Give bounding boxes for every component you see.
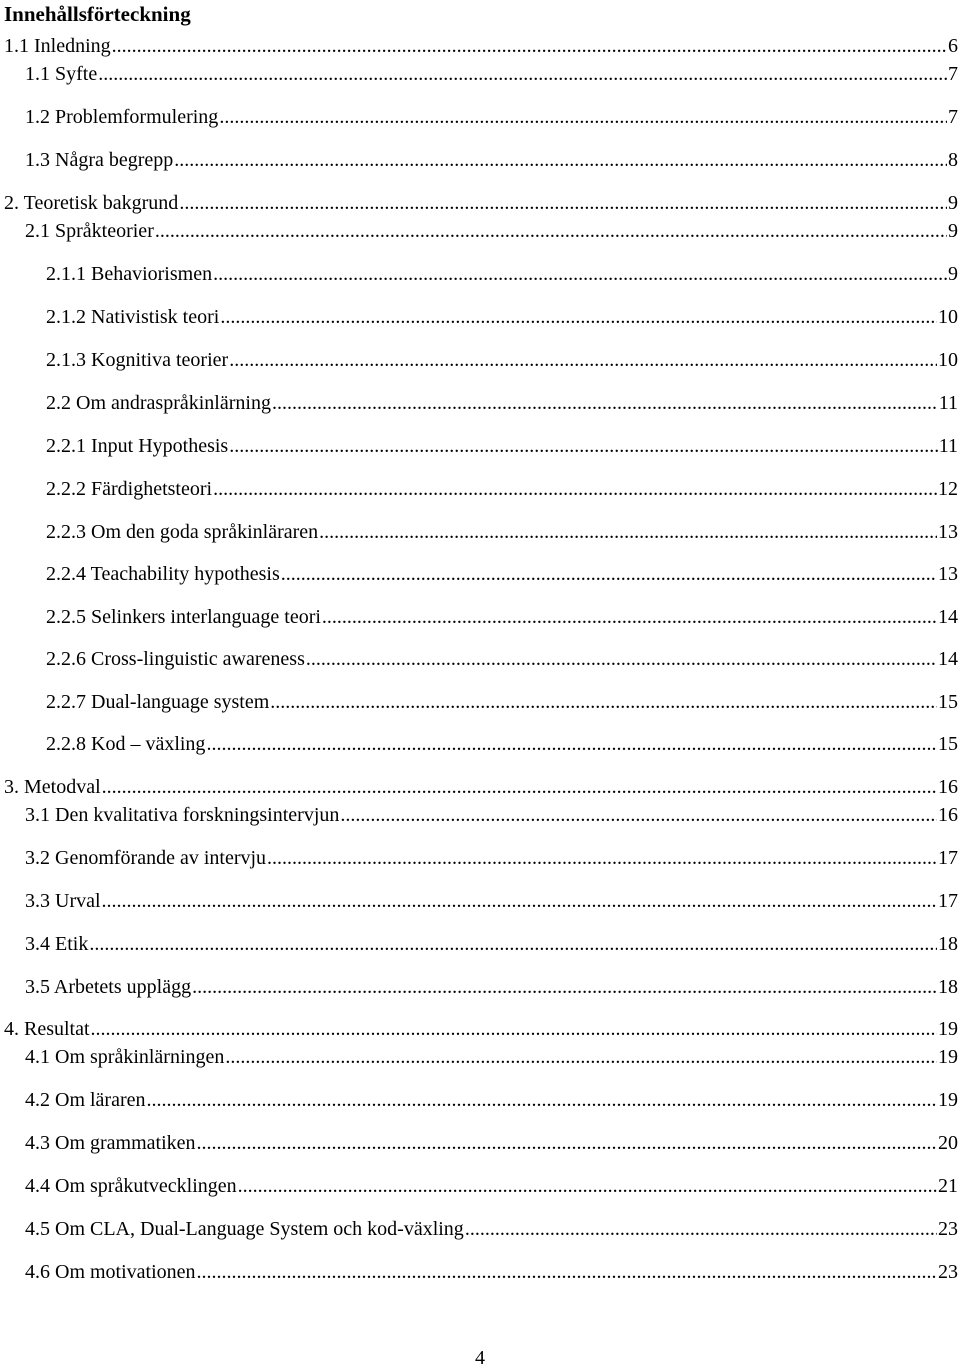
- toc-entry[interactable]: [46, 301, 960, 329]
- toc-entry-label: 4.3 Om grammatiken: [25, 1132, 196, 1154]
- toc-entry-page: 16: [938, 776, 958, 798]
- toc-entry[interactable]: [25, 1127, 960, 1155]
- toc-entry-label: 2.2.7 Dual-language system: [46, 691, 270, 713]
- toc-entry-page: 20: [938, 1132, 958, 1154]
- toc-entry-label: 1.3 Några begrepp: [25, 149, 174, 171]
- toc-entry-label: 4.4 Om språkutvecklingen: [25, 1175, 237, 1197]
- toc-entry[interactable]: [25, 1041, 960, 1069]
- toc-entry[interactable]: [25, 1084, 960, 1112]
- toc-entry-page: 10: [938, 349, 958, 371]
- toc-entry-page: 17: [938, 847, 958, 869]
- toc-dot-leader: [179, 191, 947, 215]
- toc-dot-leader: [192, 975, 937, 999]
- toc-entry-page: 13: [938, 521, 958, 543]
- toc-entry-page: 11: [938, 392, 958, 414]
- toc-entry[interactable]: [25, 971, 960, 999]
- toc-entry[interactable]: [46, 686, 960, 714]
- toc-entry[interactable]: [46, 473, 960, 501]
- toc-entry-page: 9: [948, 192, 958, 214]
- toc-dot-leader: [213, 262, 947, 286]
- toc-dot-leader: [319, 520, 937, 544]
- toc-entry-label: 1.2 Problemformulering: [25, 106, 219, 128]
- toc-entry-label: 4.1 Om språkinlärningen: [25, 1046, 225, 1068]
- toc-dot-leader: [206, 732, 937, 756]
- toc-entry-label: 2.2.1 Input Hypothesis: [46, 435, 229, 457]
- toc-entry-page: 19: [938, 1046, 958, 1068]
- toc-entry-page: 9: [948, 220, 958, 242]
- toc-entry[interactable]: [25, 799, 960, 827]
- toc-entry-label: 2.2.6 Cross-linguistic awareness: [46, 648, 305, 670]
- toc-dot-leader: [306, 647, 937, 671]
- toc-entry-page: 21: [938, 1175, 958, 1197]
- toc-entry-label: 2.1.1 Behaviorismen: [46, 263, 213, 285]
- toc-entry-page: 6: [948, 35, 958, 57]
- toc-entry-page: 8: [948, 149, 958, 171]
- toc-entry[interactable]: [4, 1013, 960, 1041]
- toc-entry[interactable]: [46, 643, 960, 671]
- toc-entry-page: 18: [938, 976, 958, 998]
- toc-entry[interactable]: [25, 58, 960, 86]
- toc-entry-page: 17: [938, 890, 958, 912]
- toc-dot-leader: [102, 775, 937, 799]
- toc-entry-label: 3.4 Etik: [25, 933, 89, 955]
- toc-entry[interactable]: [4, 187, 960, 215]
- toc-dot-leader: [229, 434, 938, 458]
- toc-entry-page: 12: [938, 478, 958, 500]
- toc-entry-page: 16: [938, 804, 958, 826]
- toc-entry[interactable]: [46, 601, 960, 629]
- toc-dot-leader: [197, 1131, 937, 1155]
- toc-dot-leader: [267, 846, 937, 870]
- toc-entry[interactable]: [25, 101, 960, 129]
- toc-dot-leader: [98, 62, 947, 86]
- toc-dot-leader: [225, 1045, 937, 1069]
- toc-entry[interactable]: [46, 344, 960, 372]
- toc-dot-leader: [91, 1017, 937, 1041]
- toc-dot-leader: [229, 348, 937, 372]
- toc-entry-page: 15: [938, 691, 958, 713]
- toc-entry[interactable]: [25, 842, 960, 870]
- toc-entry[interactable]: [46, 516, 960, 544]
- toc-entry[interactable]: [25, 885, 960, 913]
- toc-dot-leader: [281, 562, 937, 586]
- toc-entry[interactable]: [46, 728, 960, 756]
- toc-entry[interactable]: [25, 1256, 960, 1284]
- toc-entry[interactable]: [46, 558, 960, 586]
- toc-dot-leader: [270, 690, 937, 714]
- toc-entry-label: 2.2.5 Selinkers interlanguage teori: [46, 606, 321, 628]
- toc-entry[interactable]: [4, 771, 960, 799]
- toc-entry-page: 14: [938, 648, 958, 670]
- toc-entry-label: 2.1 Språkteorier: [25, 220, 154, 242]
- toc-entry-label: 2.2.3 Om den goda språkinläraren: [46, 521, 319, 543]
- toc-entry-label: 4.2 Om läraren: [25, 1089, 146, 1111]
- toc-dot-leader: [340, 803, 937, 827]
- toc-dot-leader: [89, 932, 937, 956]
- toc-dot-leader: [272, 391, 938, 415]
- toc-entry-label: 3.1 Den kvalitativa forskningsintervjun: [25, 804, 340, 826]
- toc-dot-leader: [238, 1174, 937, 1198]
- toc-entry-page: 7: [948, 63, 958, 85]
- toc-entry-label: 3.5 Arbetets upplägg: [25, 976, 192, 998]
- toc-entry-page: 19: [938, 1018, 958, 1040]
- toc-entry-label: 3. Metodval: [4, 776, 101, 798]
- toc-entry-label: 1.1 Syfte: [25, 63, 98, 85]
- toc-dot-leader: [219, 105, 947, 129]
- toc-dot-leader: [220, 305, 937, 329]
- toc-entry-page: 14: [938, 606, 958, 628]
- toc-entry-page: 19: [938, 1089, 958, 1111]
- toc-dot-leader: [465, 1217, 937, 1241]
- toc-title: Innehållsförteckning: [4, 2, 191, 26]
- toc-dot-leader: [112, 34, 947, 58]
- toc-entry[interactable]: [25, 144, 960, 172]
- toc-entry-label: 2.1.2 Nativistisk teori: [46, 306, 220, 328]
- toc-dot-leader: [197, 1260, 937, 1284]
- toc-dot-leader: [174, 148, 947, 172]
- toc-entry-label: 3.3 Urval: [25, 890, 101, 912]
- toc-entry-page: 18: [938, 933, 958, 955]
- toc-entry-label: 4. Resultat: [4, 1018, 90, 1040]
- toc-entry-page: 13: [938, 563, 958, 585]
- toc-entry-label: 4.6 Om motivationen: [25, 1261, 196, 1283]
- toc-entry-page: 10: [938, 306, 958, 328]
- toc-entry-page: 15: [938, 733, 958, 755]
- toc-entry-label: 2.2.2 Färdighetsteori: [46, 478, 213, 500]
- toc-entry-page: 23: [938, 1218, 958, 1240]
- toc-dot-leader: [147, 1088, 937, 1112]
- toc-entry[interactable]: [25, 1170, 960, 1198]
- toc-entry-label: 2.2.8 Kod – växling: [46, 733, 206, 755]
- toc-entry-label: 2. Teoretisk bakgrund: [4, 192, 179, 214]
- toc-entry-page: 9: [948, 263, 958, 285]
- toc-entry-page: 23: [938, 1261, 958, 1283]
- toc-entry[interactable]: [4, 30, 960, 58]
- toc-entry[interactable]: [46, 387, 960, 415]
- toc-entry[interactable]: [46, 430, 960, 458]
- toc-entry-label: 3.2 Genomförande av intervju: [25, 847, 267, 869]
- toc-entry-page: 7: [948, 106, 958, 128]
- toc-entry-label: 4.5 Om CLA, Dual-Language System och kod-växling: [25, 1218, 464, 1240]
- toc-entry-label: 2.2.4 Teachability hypothesis: [46, 563, 280, 585]
- toc-dot-leader: [213, 477, 937, 501]
- toc-entry-label: 2.2 Om andraspråkinlärning: [46, 392, 271, 414]
- toc-entry[interactable]: [25, 928, 960, 956]
- page-number: 4: [475, 1347, 485, 1369]
- toc-entry-page: 11: [938, 435, 958, 457]
- toc-entry[interactable]: [25, 1213, 960, 1241]
- toc-dot-leader: [155, 219, 947, 243]
- toc-dot-leader: [322, 605, 937, 629]
- toc-entry[interactable]: [46, 258, 960, 286]
- toc-entry-label: 1.1 Inledning: [4, 35, 111, 57]
- toc-dot-leader: [102, 889, 937, 913]
- toc-entry[interactable]: [25, 215, 960, 243]
- toc-entry-label: 2.1.3 Kognitiva teorier: [46, 349, 229, 371]
